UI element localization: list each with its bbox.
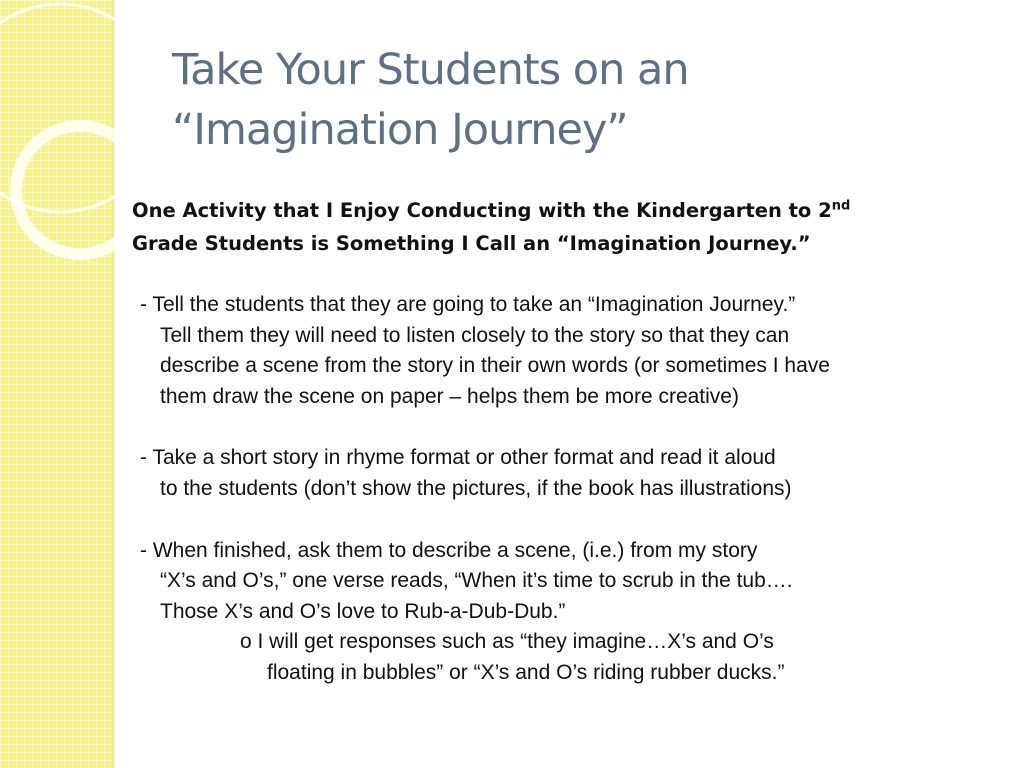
paragraph-2 <box>140 443 1000 504</box>
slide-body <box>140 290 1000 720</box>
paragraph-3 <box>140 536 1000 689</box>
paragraph-1 <box>140 290 1000 412</box>
paragraph-line: them draw the scene on paper – helps them be more creative) <box>160 384 739 408</box>
sub-bullet-line: floating in bubbles” or “X’s and O’s riding rubber ducks.” <box>267 660 785 684</box>
paragraph-line: Those X’s and O’s love to Rub-a-Dub-Dub.” <box>160 599 566 623</box>
subtitle-part-1: One Activity that I Enjoy Conducting with the Kindergarten to 2 <box>132 199 832 222</box>
paragraph-line: - Tell the students that they are going to take an “Imagination Journey.” <box>140 293 796 316</box>
slide-subtitle <box>132 194 1002 260</box>
title-line-2: “Imagination Journey” <box>172 105 628 155</box>
title-line-1: Take Your Students on an <box>172 45 689 95</box>
decorative-circles <box>0 0 200 320</box>
paragraph-line: - Take a short story in rhyme format or other format and read it aloud <box>140 446 776 470</box>
slide-title <box>172 40 992 160</box>
subtitle-part-2: Grade Students is Something I Call an “Imagination Journey.” <box>132 232 811 255</box>
paragraph-line: to the students (don’t show the pictures, if the book has illustrations) <box>160 476 792 500</box>
paragraph-line: describe a scene from the story in their own words (or sometimes I have <box>160 354 830 378</box>
paragraph-line: Tell them they will need to listen closely to the story so that they can <box>160 323 790 347</box>
paragraph-line: - When finished, ask them to describe a scene, (i.e.) from my story <box>140 538 758 562</box>
paragraph-line: “X’s and O’s,” one verse reads, “When it’s time to scrub in the tub…. <box>160 569 793 593</box>
sub-bullet-line: o I will get responses such as “they imagine…X’s and O’s <box>240 630 774 654</box>
subtitle-superscript: nd <box>831 198 851 214</box>
